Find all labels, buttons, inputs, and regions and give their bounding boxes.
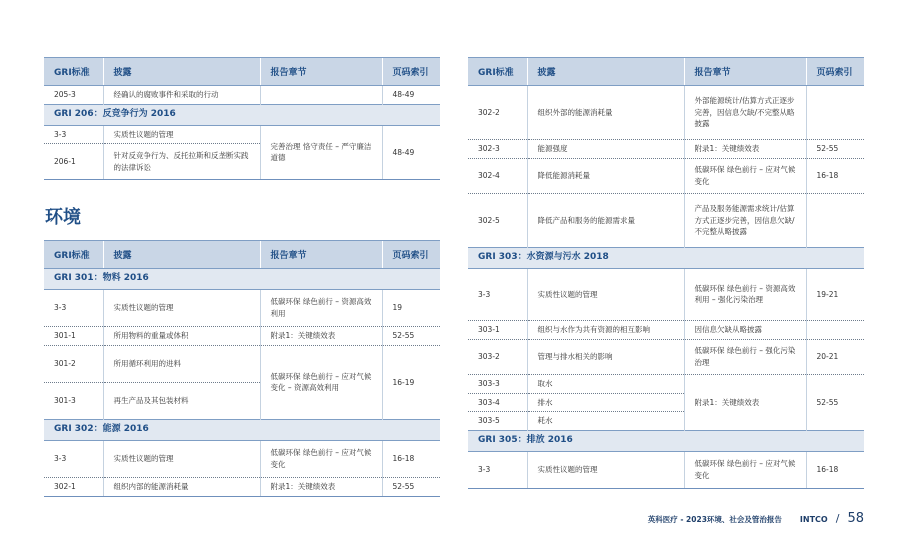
gri-code: 301-3	[44, 382, 103, 419]
table-header-row	[44, 58, 440, 86]
disclosure-text: 降低产品和服务的能源需求量	[527, 194, 684, 248]
disclosure-text: 管理与排水相关的影响	[527, 339, 684, 374]
disclosure-text: 实质性议题的管理	[527, 268, 684, 320]
table-row	[468, 194, 864, 248]
header-gri-standard: GRI标准	[44, 58, 103, 86]
disclosure-text: 针对反竞争行为、反托拉斯和反垄断实践的法律诉讼	[103, 144, 260, 180]
page-range: 16-18	[806, 159, 864, 194]
table-row	[468, 320, 864, 339]
report-section: 外部能源统计/估算方式正逐步完善，因信息欠缺/不完整从略披露	[684, 86, 806, 140]
disclosure-text: 组织与水作为共有资源的相互影响	[527, 320, 684, 339]
disclosure-text: 实质性议题的管理	[527, 451, 684, 488]
disclosure-text: 取水	[527, 374, 684, 393]
disclosure-text: 组织外部的能源消耗量	[527, 86, 684, 140]
report-section: 低碳环保 绿色前行 – 资源高效利用 – 强化污染治理	[684, 268, 806, 320]
disclosure-text: 经确认的腐败事件和采取的行动	[103, 86, 260, 105]
report-section: 附录1：关键绩效表	[260, 477, 382, 496]
header-gri-standard: GRI标准	[44, 241, 103, 269]
page-number: 58	[847, 511, 864, 526]
gri-code: 303-1	[468, 320, 527, 339]
section-row	[44, 104, 440, 125]
gri-code: 303-5	[468, 412, 527, 431]
header-report-section: 报告章节	[684, 58, 806, 86]
section-row	[44, 269, 440, 290]
table-row	[468, 339, 864, 374]
header-page-index: 页码索引	[806, 58, 864, 86]
gri-code: 3-3	[44, 125, 103, 144]
gri-code: 301-2	[44, 345, 103, 382]
header-report-section: 报告章节	[260, 241, 382, 269]
table-row	[468, 451, 864, 488]
page-range: 52-55	[806, 374, 864, 430]
page-range: 19-21	[806, 268, 864, 320]
page-range: 52-55	[382, 477, 440, 496]
governance-index-table	[44, 57, 440, 180]
page-separator: /	[835, 512, 840, 525]
report-section: 低碳环保 绿色前行 – 资源高效利用	[260, 289, 382, 326]
gri-code: 3-3	[468, 268, 527, 320]
table-row	[44, 477, 440, 496]
disclosure-text: 实质性议题的管理	[103, 125, 260, 144]
environment-index-table-left	[44, 240, 440, 497]
page-range: 20-21	[806, 339, 864, 374]
disclosure-text: 排水	[527, 393, 684, 412]
gri-code: 302-2	[468, 86, 527, 140]
page-range: 16-18	[382, 440, 440, 477]
table-row	[44, 326, 440, 345]
environment-index-table-right	[468, 57, 864, 489]
header-gri-standard: GRI标准	[468, 58, 527, 86]
disclosure-text: 实质性议题的管理	[103, 289, 260, 326]
table-header-row	[468, 58, 864, 86]
gri-code: 302-4	[468, 159, 527, 194]
page-footer	[648, 511, 864, 526]
page-range: 16-19	[382, 345, 440, 419]
gri-code: 303-2	[468, 339, 527, 374]
table-row	[468, 268, 864, 320]
section-title: GRI 206：反竞争行为 2016	[44, 104, 440, 125]
header-disclosure: 披露	[103, 58, 260, 86]
header-page-index: 页码索引	[382, 58, 440, 86]
table-row	[468, 140, 864, 159]
gri-code: 301-1	[44, 326, 103, 345]
gri-code: 303-3	[468, 374, 527, 393]
report-section: 附录1：关键绩效表	[260, 326, 382, 345]
table-row	[468, 159, 864, 194]
gri-code: 3-3	[468, 451, 527, 488]
page-range	[806, 86, 864, 140]
disclosure-text: 再生产品及其包装材料	[103, 382, 260, 419]
table-row	[468, 374, 864, 393]
report-section	[260, 86, 382, 105]
report-section: 完善治理 恪守责任 – 严守廉洁道德	[260, 125, 382, 180]
report-section: 附录1：关键绩效表	[684, 374, 806, 430]
section-title: GRI 302：能源 2016	[44, 419, 440, 440]
table-row	[44, 289, 440, 326]
report-section: 因信息欠缺从略披露	[684, 320, 806, 339]
section-row	[44, 419, 440, 440]
report-section: 低碳环保 绿色前行 – 应对气候变化	[684, 451, 806, 488]
disclosure-text: 降低能源消耗量	[527, 159, 684, 194]
gri-code: 3-3	[44, 289, 103, 326]
page-range	[806, 194, 864, 248]
gri-code: 302-5	[468, 194, 527, 248]
page-range: 52-55	[806, 140, 864, 159]
section-title: GRI 301：物料 2016	[44, 269, 440, 290]
disclosure-text: 实质性议题的管理	[103, 440, 260, 477]
disclosure-text: 组织内部的能源消耗量	[103, 477, 260, 496]
report-title: 英科医疗 - 2023环境、社会及管治报告	[647, 515, 782, 524]
gri-code: 302-1	[44, 477, 103, 496]
table-header-row	[44, 241, 440, 269]
page-range: 19	[382, 289, 440, 326]
page-range: 52-55	[382, 326, 440, 345]
table-row	[44, 86, 440, 105]
table-row	[44, 125, 440, 144]
report-section: 低碳环保 绿色前行 – 强化污染治理	[684, 339, 806, 374]
gri-code: 3-3	[44, 440, 103, 477]
environment-heading: 环境	[45, 207, 81, 228]
section-row	[468, 248, 864, 269]
page-range	[806, 320, 864, 339]
disclosure-text: 所用物料的重量或体积	[103, 326, 260, 345]
gri-code: 302-3	[468, 140, 527, 159]
page-range: 16-18	[806, 451, 864, 488]
header-disclosure: 披露	[527, 58, 684, 86]
disclosure-text: 耗水	[527, 412, 684, 431]
report-section: 低碳环保 绿色前行 – 应对气候变化	[684, 159, 806, 194]
report-section: 低碳环保 绿色前行 – 应对气候变化	[260, 440, 382, 477]
report-section: 低碳环保 绿色前行 – 应对气候变化 – 资源高效利用	[260, 345, 382, 419]
brand-name: INTCO	[799, 515, 828, 524]
table-row	[44, 440, 440, 477]
page-range: 48-49	[382, 125, 440, 180]
table-row	[468, 86, 864, 140]
header-page-index: 页码索引	[382, 241, 440, 269]
gri-code: 303-4	[468, 393, 527, 412]
header-disclosure: 披露	[103, 241, 260, 269]
disclosure-text: 所用循环利用的进料	[103, 345, 260, 382]
section-title: GRI 303：水资源与污水 2018	[468, 248, 864, 269]
table-row	[44, 345, 440, 382]
page-range: 48-49	[382, 86, 440, 105]
section-row	[468, 430, 864, 451]
header-report-section: 报告章节	[260, 58, 382, 86]
gri-code: 205-3	[44, 86, 103, 105]
report-section: 附录1：关键绩效表	[684, 140, 806, 159]
gri-code: 206-1	[44, 144, 103, 180]
report-section: 产品及服务能源需求统计/估算方式正逐步完善，因信息欠缺/不完整从略披露	[684, 194, 806, 248]
disclosure-text: 能源强度	[527, 140, 684, 159]
section-title: GRI 305：排放 2016	[468, 430, 864, 451]
